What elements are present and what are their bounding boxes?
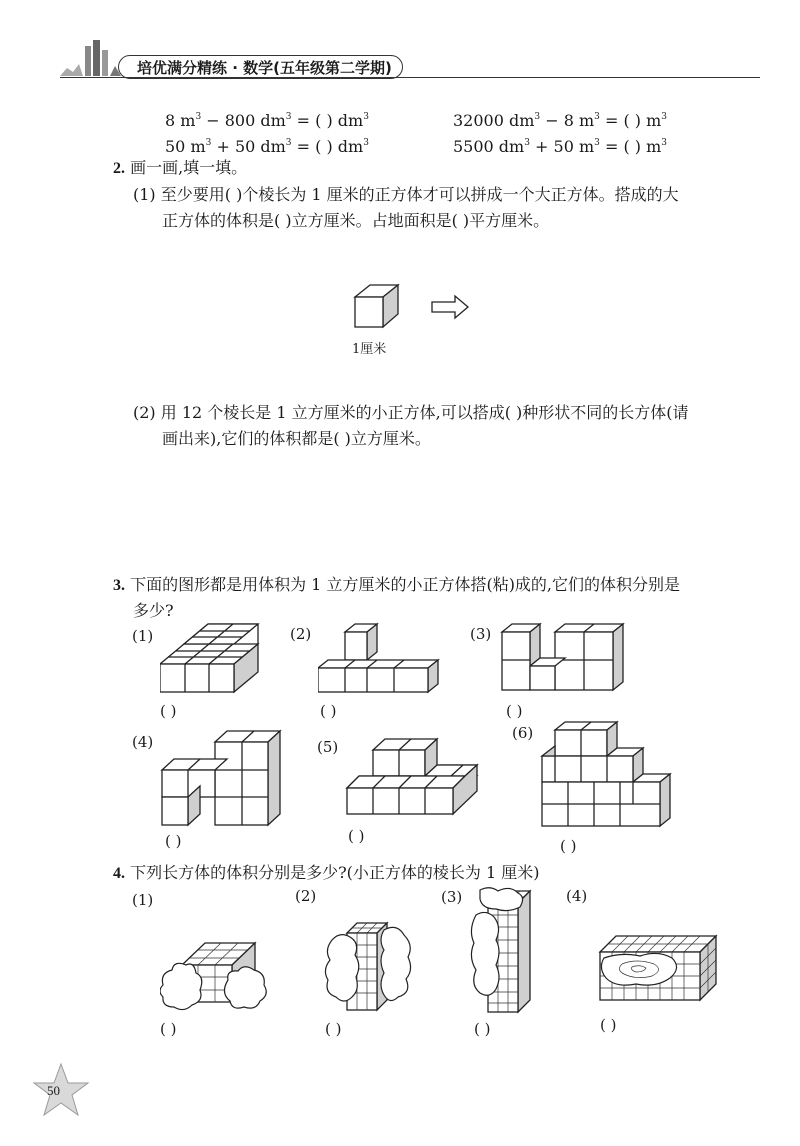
q4-label-4: (4) (566, 887, 588, 905)
q3-label-4: (4) (132, 733, 154, 751)
q3-figure-1 (160, 622, 260, 694)
q4-label-2: (2) (295, 887, 317, 905)
q3-label-6: (6) (512, 724, 534, 742)
q3-answer-2[interactable]: ( ) (320, 702, 337, 720)
q3-line2: 多少? (133, 601, 174, 620)
q2-part2-line1: (2) 用 12 个棱长是 1 立方厘米的小正方体,可以搭成( )种形状不同的长方体(请 (133, 403, 689, 422)
q4-answer-2[interactable]: ( ) (325, 1020, 342, 1038)
header-title: 培优满分精练 · 数学(五年级第二学期) (118, 55, 403, 79)
q4-figure-4 (592, 930, 722, 1010)
q2-part1-line2: 正方体的体积是( )立方厘米。占地面积是( )平方厘米。 (162, 211, 550, 230)
q3-label-2: (2) (290, 625, 312, 643)
q4-label-1: (1) (132, 891, 154, 909)
q4-heading: 4. 下列长方体的体积分别是多少?(小正方体的棱长为 1 厘米) (113, 863, 540, 882)
exercise-2: 50 $m^3 + 50$ $dm^3$ = ( ) $dm^3$ (165, 137, 369, 156)
q2-heading: 2. 画一画,填一填。 (113, 158, 248, 177)
exercise-4: 5500 $dm^3 + 50$ $m^3$ = ( ) $m^3$ (453, 137, 668, 156)
q4-answer-4[interactable]: ( ) (600, 1016, 617, 1034)
q3-answer-4[interactable]: ( ) (165, 832, 182, 850)
q4-answer-1[interactable]: ( ) (160, 1020, 177, 1038)
arrow-right-icon (432, 296, 468, 318)
q3-label-5: (5) (317, 738, 339, 756)
page-number: 50 (47, 1083, 60, 1098)
q3-label-3: (3) (470, 625, 492, 643)
q2-part1-line1: (1) 至少要用( )个棱长为 1 厘米的正方体才可以拼成一个大正方体。搭成的大 (133, 185, 679, 204)
unit-cube-diagram (350, 282, 475, 332)
cube-label: 1厘米 (352, 342, 387, 357)
q3-figure-5 (345, 736, 480, 818)
q4-figure-1 (160, 935, 270, 1015)
q4-figure-2 (322, 915, 414, 1015)
q3-answer-6[interactable]: ( ) (560, 837, 577, 855)
header-divider (60, 77, 760, 78)
page-number-star-icon (32, 1062, 90, 1120)
q3-figure-6 (540, 720, 672, 830)
q3-line1: 3. 下面的图形都是用体积为 1 立方厘米的小正方体搭(粘)成的,它们的体积分别是 (113, 575, 681, 594)
q4-label-3: (3) (441, 888, 463, 906)
q3-figure-3 (500, 622, 625, 694)
q4-answer-3[interactable]: ( ) (474, 1020, 491, 1038)
q3-answer-1[interactable]: ( ) (160, 702, 177, 720)
q3-answer-5[interactable]: ( ) (348, 827, 365, 845)
exercise-3: 32000 $dm^3 - 8$ $m^3$ = ( ) $m^3$ (453, 111, 668, 130)
q4-figure-3 (468, 885, 538, 1017)
q3-figure-4 (160, 728, 282, 828)
q3-answer-3[interactable]: ( ) (506, 702, 523, 720)
q3-figure-2 (318, 622, 440, 694)
q2-part2-line2: 画出来),它们的体积都是( )立方厘米。 (162, 429, 431, 448)
q3-label-1: (1) (132, 627, 154, 645)
exercise-1: 8 $m^3 - 800$ $dm^3$ = ( ) $dm^3$ (165, 111, 369, 130)
